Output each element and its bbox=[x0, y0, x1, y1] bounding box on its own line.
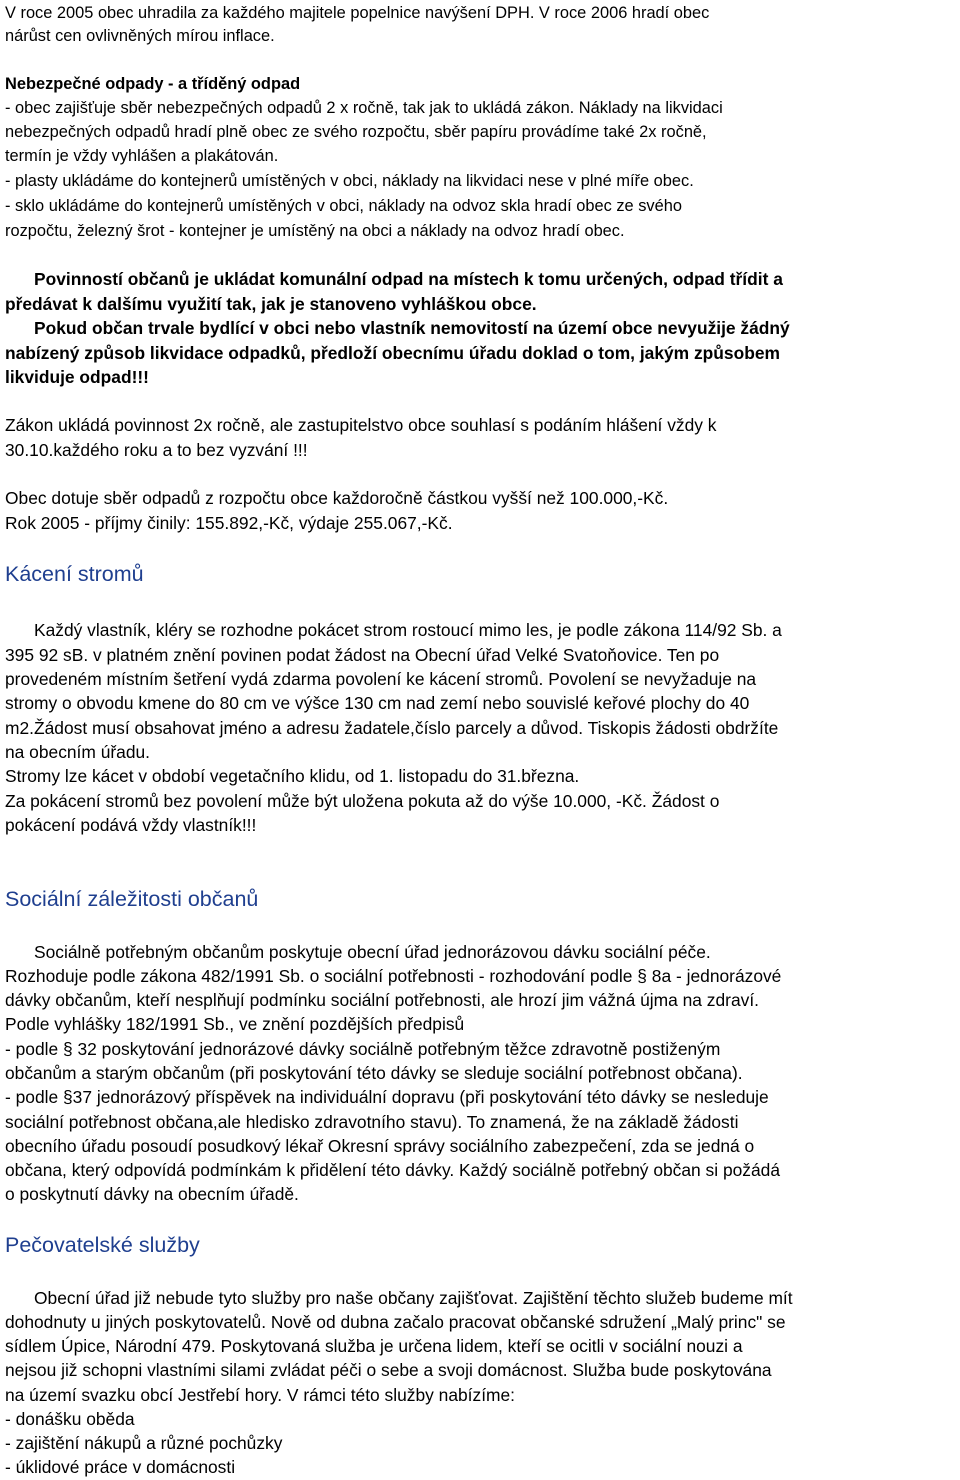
waste-subheading: Nebezpečné odpady - a tříděný odpad bbox=[5, 75, 301, 93]
duty-line: likviduje odpad!!! bbox=[5, 367, 149, 387]
waste-line: termín je vždy vyhlášen a plakátován. bbox=[5, 147, 279, 165]
duty-line: Povinností občanů je ukládat komunální odpad na místech k tomu určených, odpad třídit a bbox=[34, 269, 783, 289]
care-line: sídlem Úpice, Národní 479. Poskytovaná služba je určena lidem, kteří se ocitli v sociální nouzi a bbox=[5, 1336, 743, 1356]
social-line: - podle § 32 poskytování jednorázové dávky sociálně potřebným těžce zdravotně postiženým bbox=[5, 1039, 721, 1059]
social-line: občana, který odpovídá podmínkám k přidělení této dávky. Každý sociálně potřebný občan si požádá bbox=[5, 1160, 780, 1180]
waste-line: - plasty ukládáme do kontejnerů umístěných v obci, náklady na likvidaci nese v plné míře obec. bbox=[5, 172, 694, 190]
law-line: 30.10.každého roku a to bez vyzvání !!! bbox=[5, 440, 308, 460]
waste-line: rozpočtu, železný šrot - kontejner je umístěný na obci a náklady na odvoz hradí obec. bbox=[5, 222, 625, 240]
social-line: - podle §37 jednorázový příspěvek na individuální dopravu (při poskytování této dávky se nesleduje bbox=[5, 1087, 769, 1107]
trees-line: Za pokácení stromů bez povolení může být uložena pokuta až do výše 10.000, -Kč. Žádost o bbox=[5, 791, 720, 811]
social-line: sociální potřebnost občana,ale hledisko zdravotního stavu). To znamená, že na základě žádosti bbox=[5, 1112, 739, 1132]
care-line: - zajištění nákupů a různé pochůzky bbox=[5, 1433, 283, 1453]
care-heading: Pečovatelské služby bbox=[5, 1233, 200, 1257]
social-line: dávky občanům, kteří nesplňují podmínku sociální potřebnosti, ale hrozí jim vážná újma na zdraví. bbox=[5, 990, 759, 1010]
care-line: nejsou již schopni vlastními silami zvládat péči o sebe a svoji domácnost. Služba bude poskytována bbox=[5, 1360, 772, 1380]
waste-line: nebezpečných odpadů hradí plně obec ze svého rozpočtu, sběr papíru provádíme také 2x ročně, bbox=[5, 123, 707, 141]
trees-line: provedeném místním šetření vydá zdarma povolení ke kácení stromů. Povolení se nevyžaduje na bbox=[5, 669, 757, 689]
social-line: Sociálně potřebným občanům poskytuje obecní úřad jednorázovou dávku sociální péče. bbox=[34, 942, 711, 962]
trees-line: m2.Žádost musí obsahovat jméno a adresu žadatele,číslo parcely a důvod. Tiskopis žádosti obdržíte bbox=[5, 718, 779, 738]
intro-line: V roce 2005 obec uhradila za každého majitele popelnice navýšení DPH. V roce 2006 hradí obec bbox=[5, 4, 710, 22]
trees-heading: Kácení stromů bbox=[5, 562, 144, 586]
duty-line: nabízený způsob likvidace odpadků, předloží obecnímu úřadu doklad o tom, jakým způsobem bbox=[5, 343, 780, 363]
trees-line: Stromy lze kácet v období vegetačního klidu, od 1. listopadu do 31.března. bbox=[5, 766, 580, 786]
duty-line: Pokud občan trvale bydlící v obci nebo vlastník nemovitostí na území obce nevyužije žádný bbox=[34, 318, 790, 338]
trees-line: Každý vlastník, kléry se rozhodne pokácet strom rostoucí mimo les, je podle zákona 114/92 Sb. a bbox=[34, 620, 782, 640]
finance-line: Rok 2005 - příjmy činily: 155.892,-Kč, výdaje 255.067,-Kč. bbox=[5, 513, 453, 533]
law-line: Zákon ukládá povinnost 2x ročně, ale zastupitelstvo obce souhlasí s podáním hlášení vždy k bbox=[5, 415, 717, 435]
care-line: dohodnuty u jiných poskytovatelů. Nově od dubna začalo pracovat občanské sdružení „Malý princ" se bbox=[5, 1312, 786, 1332]
social-line: Rozhoduje podle zákona 482/1991 Sb. o sociální potřebnosti - rozhodování podle § 8a - jednorázové bbox=[5, 966, 782, 986]
care-line: na území svazku obcí Jestřebí hory. V rámci této služby nabízíme: bbox=[5, 1385, 516, 1405]
waste-line: - obec zajišťuje sběr nebezpečných odpadů 2 x ročně, tak jak to ukládá zákon. Náklady na likvidaci bbox=[5, 99, 723, 117]
social-line: Podle vyhlášky 182/1991 Sb., ve znění pozdějších předpisů bbox=[5, 1014, 465, 1034]
waste-line: - sklo ukládáme do kontejnerů umístěných v obci, náklady na odvoz skla hradí obec ze svého bbox=[5, 197, 682, 215]
duty-line: předávat k dalšímu využití tak, jak je stanoveno vyhláškou obce. bbox=[5, 294, 537, 314]
social-line: občanům a starým občanům (při poskytování této dávky se sleduje sociální potřebnost občana). bbox=[5, 1063, 743, 1083]
social-heading: Sociální záležitosti občanů bbox=[5, 887, 259, 911]
trees-line: na obecním úřadu. bbox=[5, 742, 151, 762]
finance-line: Obec dotuje sběr odpadů z rozpočtu obce každoročně částkou vyšší než 100.000,-Kč. bbox=[5, 488, 669, 508]
trees-line: stromy o obvodu kmene do 80 cm ve výšce 130 cm nad zemí nebo souvislé keřové plochy do 40 bbox=[5, 693, 750, 713]
intro-line: nárůst cen ovlivněných mírou inflace. bbox=[5, 27, 275, 45]
trees-line: pokácení podává vždy vlastník!!! bbox=[5, 815, 257, 835]
care-line: - donášku oběda bbox=[5, 1409, 135, 1429]
trees-line: 395 92 sB. v platném znění povinen podat žádost na Obecní úřad Velké Svatoňovice. Ten po bbox=[5, 645, 720, 665]
social-line: o poskytnutí dávky na obecním úřadě. bbox=[5, 1184, 299, 1204]
care-line: - úklidové práce v domácnosti bbox=[5, 1457, 236, 1477]
care-line: Obecní úřad již nebude tyto služby pro naše občany zajišťovat. Zajištění těchto služeb budeme mít bbox=[34, 1288, 793, 1308]
social-line: obecního úřadu posoudí posudkový lékař Okresní správy sociálního zabezpečení, zda se jedná o bbox=[5, 1136, 755, 1156]
